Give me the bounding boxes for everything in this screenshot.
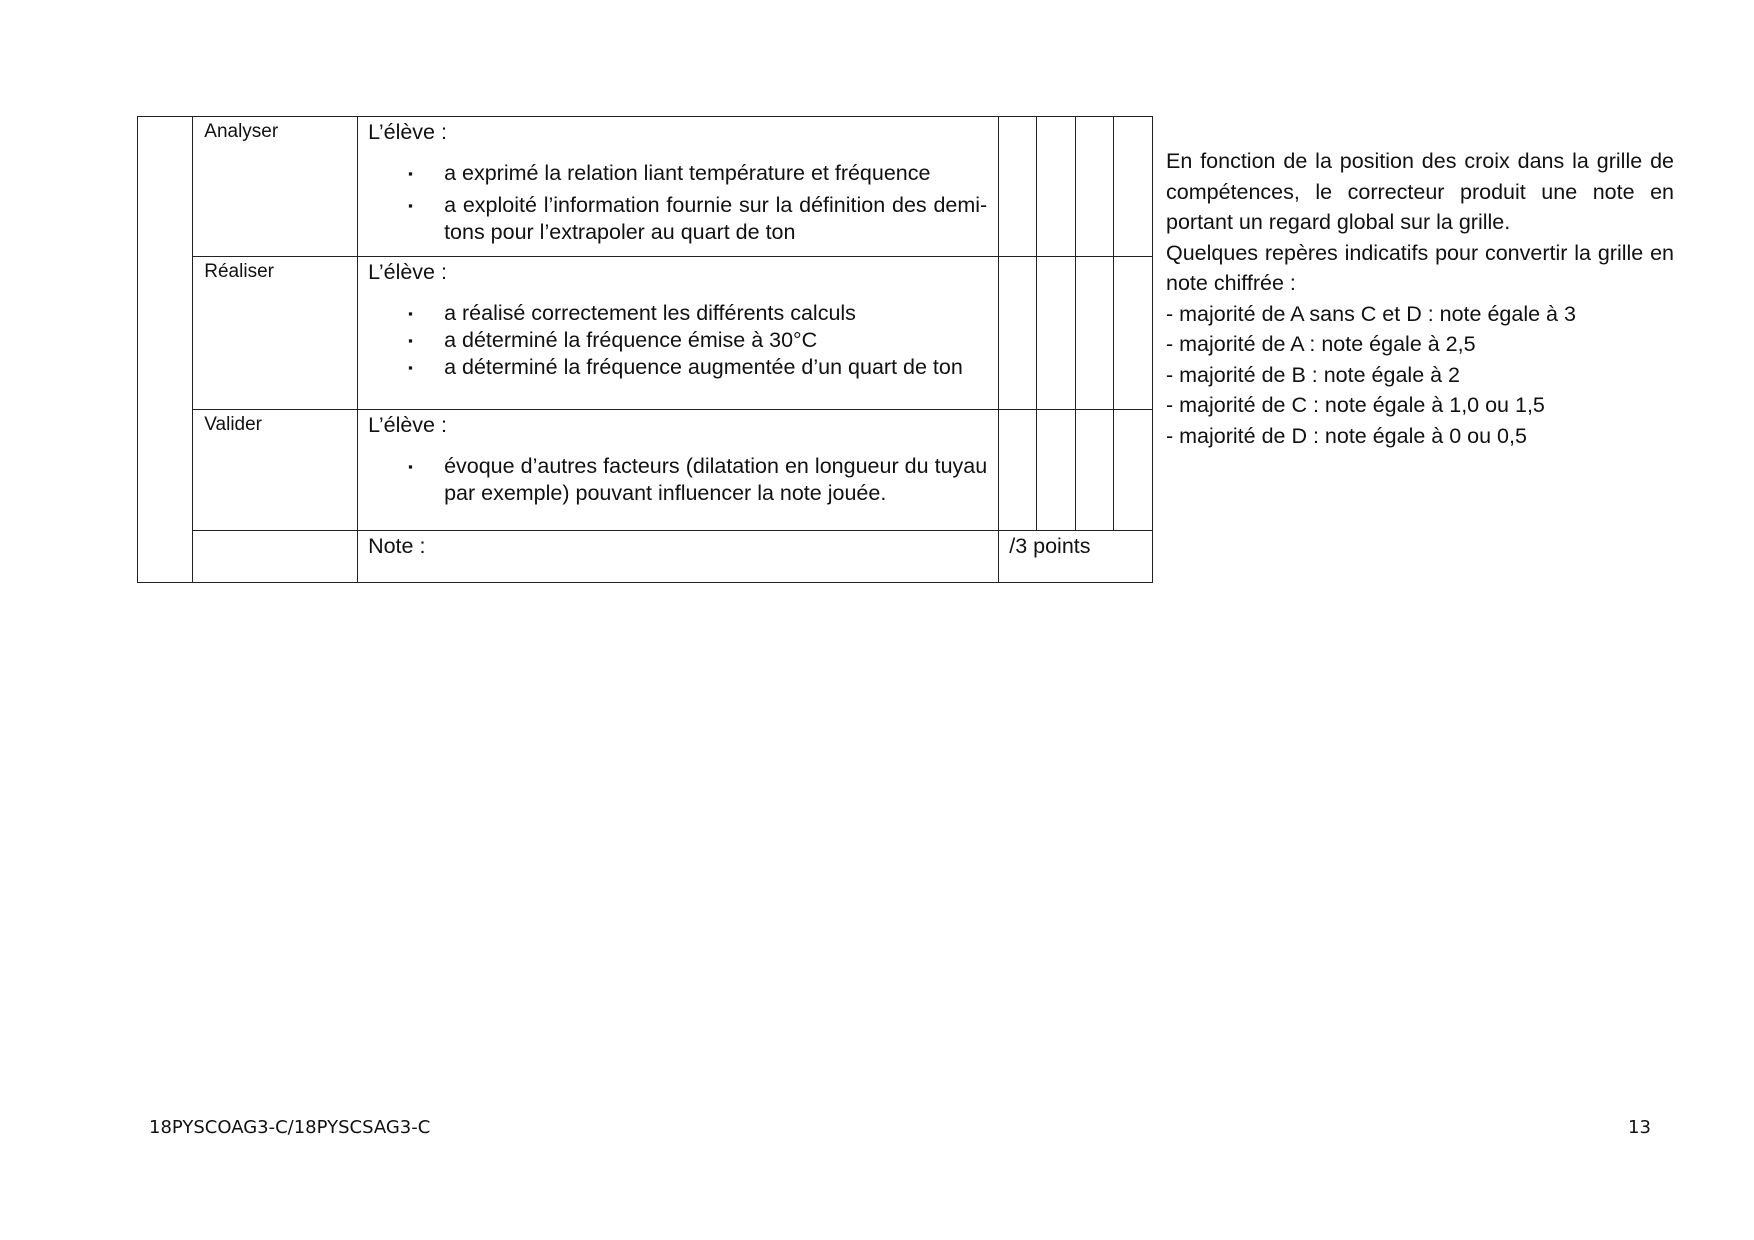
points-label: /3 points: [1009, 534, 1091, 558]
criteria-item-text: a déterminé la fréquence émise à 30°C: [444, 328, 818, 352]
grid-row-analyser: [138, 117, 1153, 257]
grid-row-realiser: [138, 257, 1153, 410]
skill-cell-valider: [193, 410, 358, 531]
page-number: 13: [1628, 1117, 1651, 1138]
instruction-line: - majorité de D : note égale à 0 ou 0,5: [1166, 423, 1527, 448]
grade-box-a[interactable]: [999, 117, 1037, 257]
criteria-intro: L’élève :: [368, 120, 447, 144]
grid-row-note: [138, 531, 1153, 583]
criteria-list: [368, 453, 987, 507]
note-points-cell[interactable]: [999, 531, 1153, 583]
grade-box-c[interactable]: [1075, 410, 1113, 531]
note-skill-cell: [193, 531, 358, 583]
instruction-line: - majorité de B : note égale à 2: [1166, 362, 1461, 387]
skill-cell-realiser: [193, 257, 358, 410]
grade-box-c[interactable]: [1075, 117, 1113, 257]
grade-box-a[interactable]: [999, 410, 1037, 531]
criteria-intro: L’élève :: [368, 260, 447, 284]
grade-box-b[interactable]: [1037, 257, 1075, 410]
criteria-item: [368, 327, 987, 354]
instruction-line: - majorité de A : note égale à 2,5: [1166, 332, 1476, 356]
criteria-item: [368, 192, 987, 246]
grade-box-d[interactable]: [1113, 410, 1152, 531]
criteria-cell-valider: [358, 410, 999, 531]
instructions-paragraph: En fonction de la position des croix dans la grille de compétences, le correcteur produit une note en portant un regard global sur la grille.: [1166, 149, 1674, 234]
skill-cell-analyser: [193, 117, 358, 257]
grade-box-d[interactable]: [1113, 117, 1152, 257]
square-bullet-icon: ▪: [408, 306, 413, 321]
note-label-cell: [358, 531, 999, 583]
criteria-list: [368, 300, 987, 381]
criteria-item: [368, 354, 987, 381]
instruction-line: - majorité de C : note égale à 1,0 ou 1,5: [1166, 393, 1545, 417]
grade-box-b[interactable]: [1037, 117, 1075, 257]
criteria-item-text: a réalisé correctement les différents calculs: [444, 301, 856, 325]
square-bullet-icon: ▪: [408, 166, 413, 181]
grid-row-valider: [138, 410, 1153, 531]
square-bullet-icon: ▪: [408, 333, 413, 348]
square-bullet-icon: ▪: [408, 459, 413, 474]
criteria-item-text: évoque d’autres facteurs (dilatation en longueur du tuyau par exemple) pouvant influencer la note jouée.: [444, 454, 988, 505]
criteria-list: [368, 160, 987, 246]
skill-label: Analyser: [204, 121, 279, 142]
criteria-item: [368, 160, 987, 187]
note-label: Note :: [368, 534, 426, 558]
square-bullet-icon: ▪: [408, 198, 413, 213]
competency-grid: [137, 116, 1153, 583]
skill-label: Réaliser: [204, 261, 274, 282]
criteria-intro: L’élève :: [368, 413, 447, 437]
square-bullet-icon: ▪: [408, 360, 413, 375]
grade-box-b[interactable]: [1037, 410, 1075, 531]
criteria-cell-realiser: [358, 257, 999, 410]
grid-left-margin-cell: [138, 117, 193, 583]
grade-box-d[interactable]: [1113, 257, 1152, 410]
criteria-item: [368, 300, 987, 327]
skill-label: Valider: [204, 414, 262, 435]
footer-reference: 18PYSCOAG3-C/18PYSCSAG3-C: [149, 1117, 431, 1138]
grading-instructions: [1166, 146, 1674, 451]
instructions-intro: Quelques repères indicatifs pour convertir la grille en note chiffrée :: [1166, 240, 1674, 295]
instruction-line: - majorité de A sans C et D : note égale à 3: [1166, 301, 1576, 326]
criteria-item-text: a déterminé la fréquence augmentée d’un quart de ton: [444, 355, 963, 379]
criteria-item-text: a exploité l’information fournie sur la définition des demi-tons pour l’extrapoler au quart de ton: [444, 193, 988, 244]
grade-box-c[interactable]: [1075, 257, 1113, 410]
criteria-item: [368, 453, 987, 507]
criteria-cell-analyser: [358, 117, 999, 257]
grade-box-a[interactable]: [999, 257, 1037, 410]
criteria-item-text: a exprimé la relation liant température et fréquence: [444, 161, 931, 185]
